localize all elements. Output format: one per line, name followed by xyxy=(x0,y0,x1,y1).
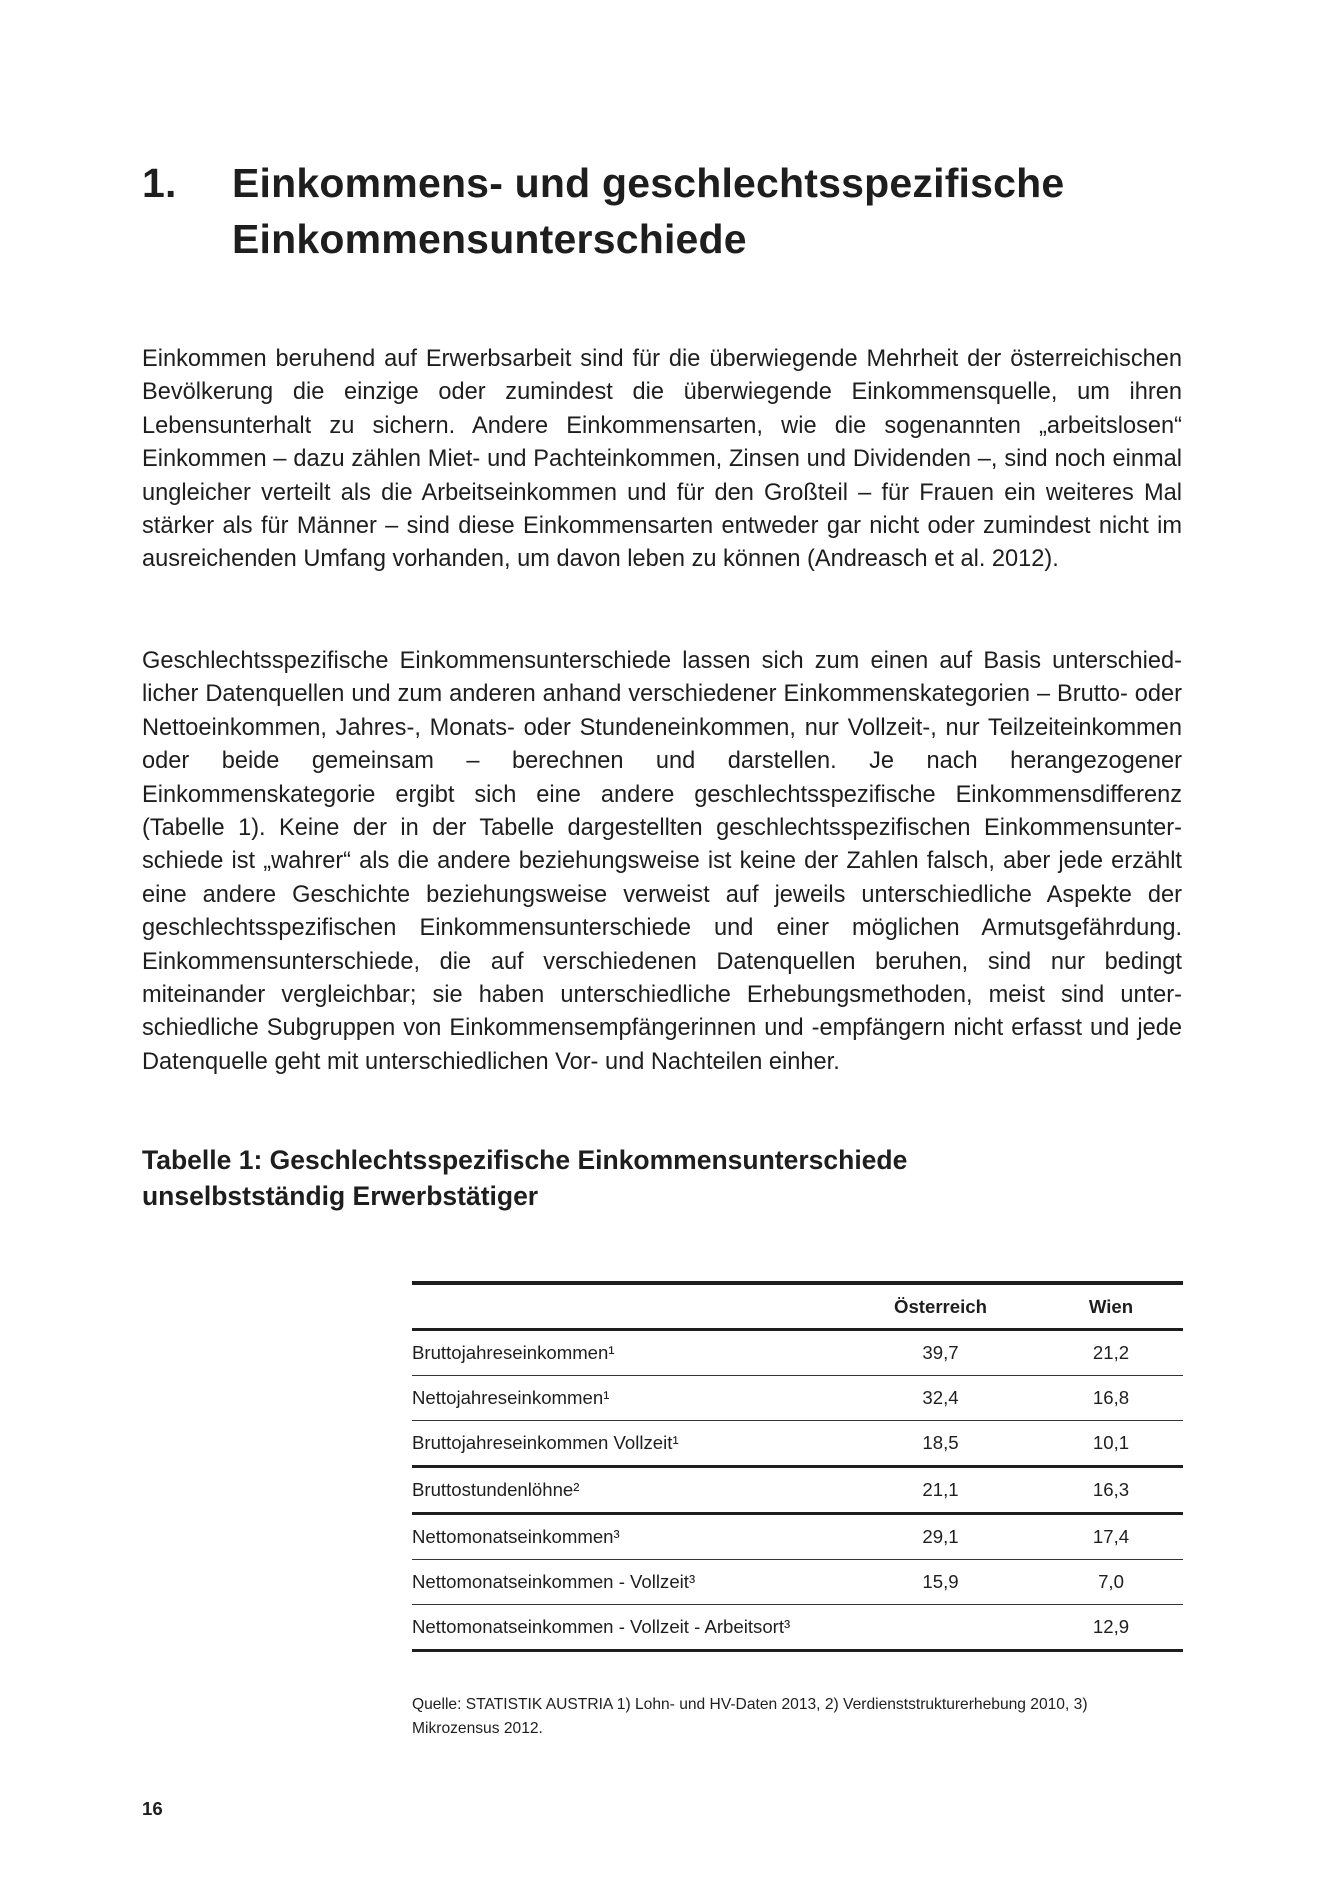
table-row xyxy=(412,1467,1183,1514)
row-austria-value: 18,5 xyxy=(842,1421,1039,1467)
table-row xyxy=(412,1421,1183,1467)
row-vienna-value: 16,3 xyxy=(1039,1467,1183,1514)
row-label: Nettomonatseinkommen³ xyxy=(412,1514,842,1560)
row-label: Bruttostundenlöhne² xyxy=(412,1467,842,1514)
row-austria-value: 21,1 xyxy=(842,1467,1039,1514)
table-row xyxy=(412,1514,1183,1560)
chapter-title-line-1: Einkommens- und geschlechtsspezifische xyxy=(232,160,1065,206)
body-paragraph-1: Einkommen beruhend auf Erwerbsarbeit sind für die überwiegende Mehrheit der österreichischen Bevölkerung die einzige oder zumindest die überwiegende Einkommensquelle, um ihren Lebensunterhalt zu sichern. Andere Einkommensarten, wie die sogenannten „arbeitslosen“ Einkommen – dazu zählen Miet- und Pachteinkommen, Zinsen und Dividenden –, sind noch einmal ungleicher verteilt als die Arbeitseinkommen und für den Großteil – für Frauen ein weiteres Mal stärker als für Männer – sind diese Einkommensarten entweder gar nicht oder zumindest nicht im ausreichenden Umfang vorhanden, um davon leben zu können (Andreasch et al. 2012). xyxy=(142,346,1182,573)
row-austria-value: 29,1 xyxy=(842,1514,1039,1560)
row-label: Bruttojahreseinkommen Vollzeit¹ xyxy=(412,1421,842,1467)
row-label: Nettojahreseinkommen¹ xyxy=(412,1376,842,1421)
row-label: Bruttojahreseinkommen¹ xyxy=(412,1330,842,1376)
row-austria-value: 39,7 xyxy=(842,1330,1039,1376)
table-caption xyxy=(142,1142,1182,1214)
income-gap-table xyxy=(412,1281,1183,1652)
row-austria-value xyxy=(842,1605,1039,1651)
row-vienna-value: 21,2 xyxy=(1039,1330,1183,1376)
table-row xyxy=(412,1330,1183,1376)
row-vienna-value: 16,8 xyxy=(1039,1376,1183,1421)
row-vienna-value: 10,1 xyxy=(1039,1421,1183,1467)
row-austria-value: 15,9 xyxy=(842,1560,1039,1605)
table-header-row xyxy=(412,1283,1183,1330)
table-caption-line-1: Tabelle 1: Geschlechtsspezifische Einkommensunterschiede xyxy=(142,1145,908,1175)
row-austria-value: 32,4 xyxy=(842,1376,1039,1421)
row-vienna-value: 7,0 xyxy=(1039,1560,1183,1605)
page-number: 16 xyxy=(142,1798,163,1819)
table-source-note: Quelle: STATISTIK AUSTRIA 1) Lohn- und HV-Daten 2013, 2) Verdienststrukturerhebung 2010, 3) Mikrozensus 2012. xyxy=(412,1696,1088,1737)
header-austria: Österreich xyxy=(893,1295,987,1317)
body-paragraph-2: Geschlechtsspezifische Einkommensunterschiede lassen sich zum einen auf Basis unterschiedlicher Datenquellen und zum anderen anhand verschiedener Einkommenskategorien – Brutto- oder Nettoeinkommen, Jahres-, Monats- oder Stundeneinkommen, nur Vollzeit-, nur Teilzeiteinkommen oder beide gemeinsam – berechnen und darstellen. Je nach herangezogener Einkommenskategorie ergibt sich eine andere geschlechtsspezifische Einkommensdifferenz (Tabelle 1). Keine der in der Tabelle dargestellten geschlechtsspezifischen Einkommensunterschiede ist „wahrer“ als die andere beziehungsweise ist keine der Zahlen falsch, aber jede erzählt eine andere Geschichte beziehungsweise verweist auf jeweils unterschiedliche Aspekte der geschlechtsspezifischen Einkommensunterschiede und einer möglichen Armutsgefährdung. Einkommensunterschiede, die auf verschiedenen Datenquellen beruhen, sind nur bedingt miteinander vergleichbar; sie haben unterschiedliche Erhebungsmethoden, meist sind unterschiedliche Subgruppen von Einkommensempfängerinnen und -empfängern nicht erfasst und jede Datenquelle geht mit unterschiedlichen Vor- und Nachteilen einher. xyxy=(142,648,1182,1075)
table-row xyxy=(412,1560,1183,1605)
chapter-number: 1. xyxy=(142,160,177,206)
header-vienna: Wien xyxy=(1088,1295,1134,1317)
row-vienna-value: 12,9 xyxy=(1039,1605,1183,1651)
chapter-heading xyxy=(142,155,1182,267)
table-row xyxy=(412,1376,1183,1421)
chapter-title-line-2: Einkommensunterschiede xyxy=(232,216,747,262)
document-page xyxy=(142,0,1182,1890)
table-row xyxy=(412,1605,1183,1651)
header-label xyxy=(412,1283,842,1330)
row-label: Nettomonatseinkommen - Vollzeit - Arbeitsort³ xyxy=(412,1605,842,1651)
table-caption-line-2: unselbstständig Erwerbstätiger xyxy=(142,1181,539,1211)
row-label: Nettomonatseinkommen - Vollzeit³ xyxy=(412,1560,842,1605)
row-vienna-value: 17,4 xyxy=(1039,1514,1183,1560)
